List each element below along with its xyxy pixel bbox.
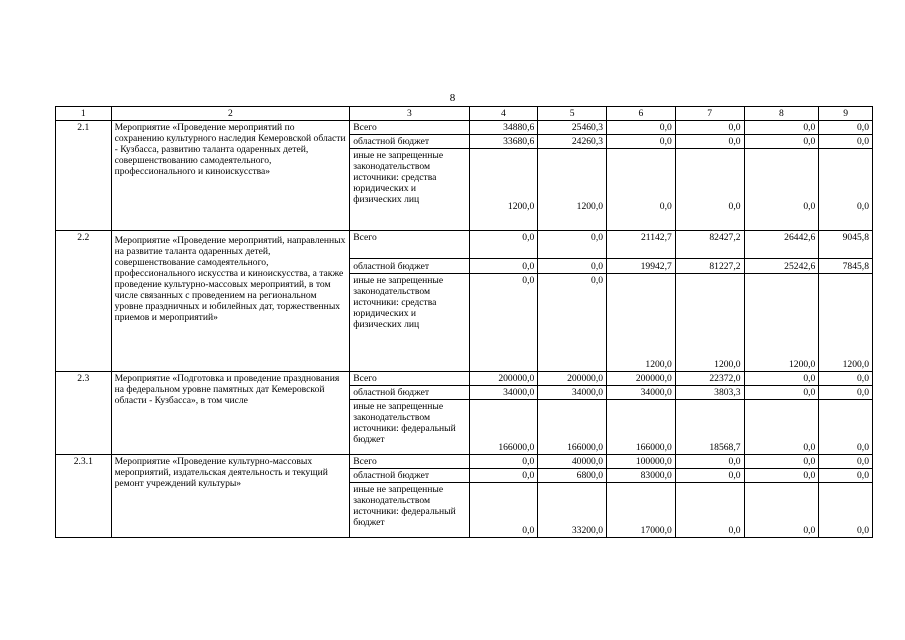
value-cell: 0,0	[607, 149, 676, 231]
activity-title: Мероприятие «Проведение мероприятий по сохранению культурного наследия Кемеровской области - Кузбасса, развитию таланта одаренных детей, совершенствованию самодеятельного, профессионального и киноискусства»	[111, 121, 350, 231]
value-cell: 21142,7	[607, 231, 676, 259]
column-header: 1	[56, 107, 112, 121]
value-cell: 0,0	[819, 372, 873, 386]
value-cell: 81227,2	[675, 259, 744, 274]
funding-source: областной бюджет	[350, 259, 469, 274]
value-cell: 166000,0	[538, 400, 607, 455]
value-cell: 0,0	[675, 483, 744, 538]
column-header: 7	[675, 107, 744, 121]
activity-code: 2.3	[56, 372, 112, 455]
table-row	[56, 231, 873, 259]
value-cell: 34000,0	[469, 386, 538, 400]
column-header: 6	[607, 107, 676, 121]
value-cell: 34000,0	[607, 386, 676, 400]
value-cell: 0,0	[538, 231, 607, 259]
value-cell: 0,0	[675, 149, 744, 231]
value-cell: 0,0	[744, 483, 819, 538]
activity-code: 2.1	[56, 121, 112, 231]
value-cell: 1200,0	[607, 274, 676, 372]
activity-code: 2.3.1	[56, 455, 112, 538]
table-row	[56, 455, 873, 469]
value-cell: 0,0	[819, 135, 873, 149]
value-cell: 0,0	[469, 274, 538, 372]
value-cell: 1200,0	[469, 149, 538, 231]
value-cell: 0,0	[675, 469, 744, 483]
column-number-row	[56, 107, 873, 121]
activity-title: Мероприятие «Проведение культурно-массовых мероприятий, издательская деятельность и текущий ремонт учреждений культуры»	[111, 455, 350, 538]
value-cell: 26442,6	[744, 231, 819, 259]
value-cell: 0,0	[538, 259, 607, 274]
value-cell: 0,0	[538, 274, 607, 372]
funding-source: областной бюджет	[350, 386, 469, 400]
value-cell: 0,0	[744, 386, 819, 400]
value-cell: 25460,3	[538, 121, 607, 135]
value-cell: 0,0	[744, 400, 819, 455]
funding-source: Всего	[350, 455, 469, 469]
value-cell: 0,0	[469, 259, 538, 274]
value-cell: 0,0	[744, 469, 819, 483]
value-cell: 1200,0	[819, 274, 873, 372]
value-cell: 24260,3	[538, 135, 607, 149]
value-cell: 22372,0	[675, 372, 744, 386]
funding-source: областной бюджет	[350, 135, 469, 149]
value-cell: 33680,6	[469, 135, 538, 149]
value-cell: 0,0	[607, 121, 676, 135]
funding-source: иные не запрещенные законодательством источники: средства юридических и физических лиц	[350, 149, 469, 231]
value-cell: 82427,2	[675, 231, 744, 259]
value-cell: 0,0	[744, 372, 819, 386]
value-cell: 0,0	[819, 149, 873, 231]
column-header: 3	[350, 107, 469, 121]
table-row	[56, 121, 873, 135]
column-header: 5	[538, 107, 607, 121]
column-header: 9	[819, 107, 873, 121]
value-cell: 166000,0	[607, 400, 676, 455]
column-header: 2	[111, 107, 350, 121]
value-cell: 0,0	[819, 386, 873, 400]
value-cell: 7845,8	[819, 259, 873, 274]
value-cell: 0,0	[607, 135, 676, 149]
value-cell: 0,0	[819, 455, 873, 469]
value-cell: 166000,0	[469, 400, 538, 455]
value-cell: 83000,0	[607, 469, 676, 483]
value-cell: 34000,0	[538, 386, 607, 400]
value-cell: 9045,8	[819, 231, 873, 259]
value-cell: 0,0	[675, 135, 744, 149]
value-cell: 18568,7	[675, 400, 744, 455]
column-header: 8	[744, 107, 819, 121]
value-cell: 3803,3	[675, 386, 744, 400]
funding-source: иные не запрещенные законодательством источники: федеральный бюджет	[350, 400, 469, 455]
value-cell: 0,0	[744, 455, 819, 469]
column-header: 4	[469, 107, 538, 121]
value-cell: 0,0	[469, 231, 538, 259]
value-cell: 200000,0	[469, 372, 538, 386]
table-row	[56, 372, 873, 386]
value-cell: 0,0	[744, 149, 819, 231]
value-cell: 0,0	[819, 121, 873, 135]
program-activities-table	[55, 106, 873, 538]
funding-source: Всего	[350, 121, 469, 135]
value-cell: 0,0	[675, 121, 744, 135]
activity-title: Мероприятие «Подготовка и проведение празднования на федеральном уровне памятных дат Кемеровской области - Кузбасса», в том числе	[111, 372, 350, 455]
value-cell: 0,0	[819, 400, 873, 455]
value-cell: 33200,0	[538, 483, 607, 538]
value-cell: 19942,7	[607, 259, 676, 274]
activity-title: Мероприятие «Проведение мероприятий, направленных на развитие таланта одаренных детей, совершенствование самодеятельного, профессионального искусства и киноискусства, а также проведение культурно-массовых мероприятий, в том числе связанных с проведением на региональном уровне праздничных и юбилейных дат, торжественных приемов и мероприятий»	[111, 231, 350, 372]
page-number: 8	[449, 92, 456, 104]
value-cell: 34880,6	[469, 121, 538, 135]
value-cell: 0,0	[469, 483, 538, 538]
value-cell: 0,0	[744, 135, 819, 149]
value-cell: 1200,0	[675, 274, 744, 372]
value-cell: 0,0	[744, 121, 819, 135]
value-cell: 1200,0	[538, 149, 607, 231]
value-cell: 200000,0	[538, 372, 607, 386]
value-cell: 0,0	[469, 455, 538, 469]
value-cell: 17000,0	[607, 483, 676, 538]
funding-source: иные не запрещенные законодательством источники: федеральный бюджет	[350, 483, 469, 538]
activity-code: 2.2	[56, 231, 112, 372]
value-cell: 0,0	[819, 483, 873, 538]
value-cell: 0,0	[469, 469, 538, 483]
value-cell: 25242,6	[744, 259, 819, 274]
value-cell: 0,0	[819, 469, 873, 483]
value-cell: 200000,0	[607, 372, 676, 386]
funding-source: иные не запрещенные законодательством источники: средства юридических и физических лиц	[350, 274, 469, 372]
value-cell: 100000,0	[607, 455, 676, 469]
funding-source: Всего	[350, 231, 469, 259]
funding-source: областной бюджет	[350, 469, 469, 483]
funding-source: Всего	[350, 372, 469, 386]
value-cell: 0,0	[675, 455, 744, 469]
value-cell: 40000,0	[538, 455, 607, 469]
value-cell: 6800,0	[538, 469, 607, 483]
value-cell: 1200,0	[744, 274, 819, 372]
